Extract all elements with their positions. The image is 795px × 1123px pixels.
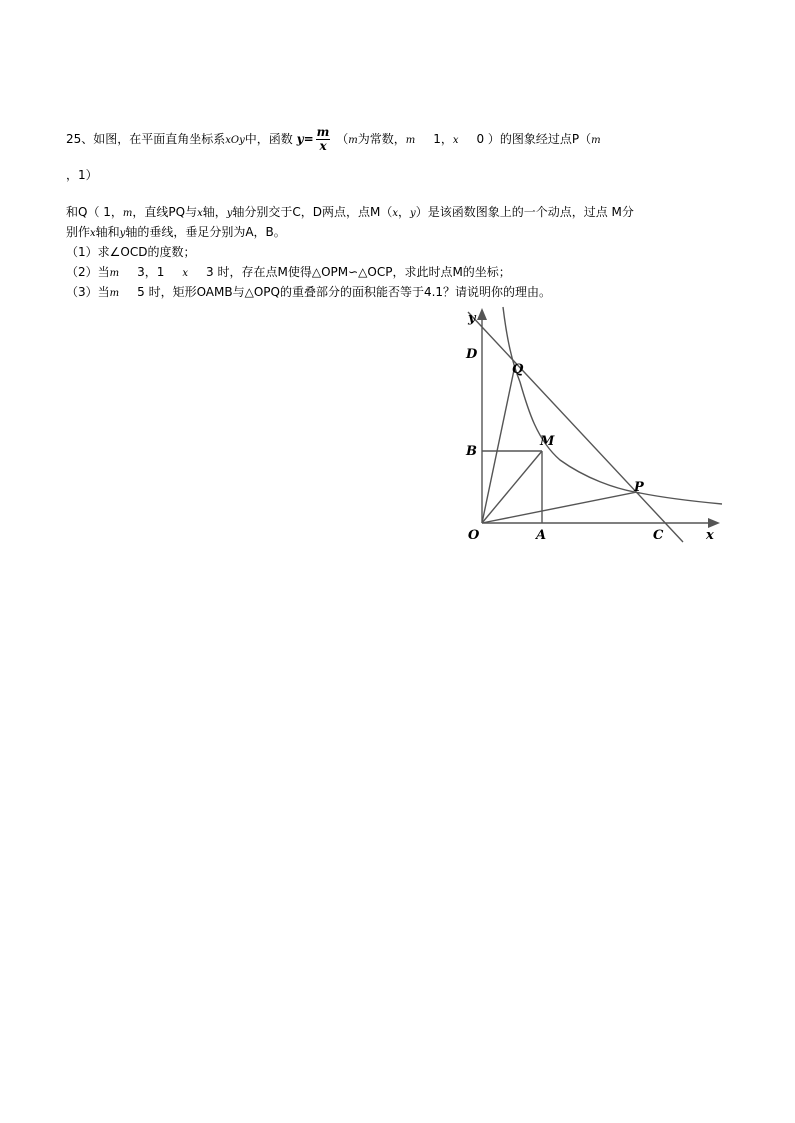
text: （ [336,132,349,146]
function-fraction [316,126,331,153]
line-pq [468,312,683,542]
math-var: y [226,208,233,219]
math-var: m [591,135,601,146]
math-var: m [109,268,120,279]
math-op: = [303,132,314,146]
question-2 [66,264,511,282]
text: （2）当 [66,265,110,279]
label-A: A [536,528,547,543]
label-D: D [466,347,478,362]
math-var: x [197,208,203,219]
fraction-numerator: m [316,125,330,139]
label-Q: Q [512,362,524,377]
label-M: M [540,434,555,449]
math-var: m [109,288,120,299]
problem-line-1 [66,126,601,153]
x-axis-arrow-icon [708,518,720,528]
segment-op [482,492,637,523]
label-C: C [653,528,664,543]
question-3 [66,284,551,302]
text: 1， [433,132,453,146]
text: ）是该函数图象上的一个动点，过点 M分 [415,205,634,219]
text: ，直线PQ与 [132,205,198,219]
text: 25、如图，在平面直角坐标系 [66,132,226,146]
hyperbola-curve [503,307,722,504]
text: 轴分别交于C，D两点，点M（ [232,205,393,219]
problem-line-2: ，1） [66,168,98,182]
math-var: x [452,135,459,146]
math-var: x [90,228,96,239]
text: 中，函数 [244,132,293,146]
fraction-denominator: x [319,139,327,153]
text: 5 时，矩形OAMB与△OPQ的重叠部分的面积能否等于4.1？请说明你的理由。 [137,285,552,299]
label-y-axis: y [468,311,476,326]
text: 轴， [202,205,227,219]
text: 和Q（ 1， [66,205,123,219]
label-O: O [468,528,480,543]
geometry-figure [450,305,730,550]
text: 3，1 [137,265,165,279]
segment-oq [482,370,514,523]
text: 轴和 [95,225,120,239]
text: （3）当 [66,285,110,299]
math-var: m [405,135,416,146]
text: 别作 [66,225,91,239]
y-axis-arrow-icon [477,308,487,320]
math-var: x [182,268,189,279]
math-var: y [296,132,304,146]
text: 0 ）的图象经过点P（ [476,132,592,146]
label-B: B [466,444,477,459]
problem-line-3 [66,204,634,222]
label-x-axis: x [706,528,714,543]
question-1: （1）求∠OCD的度数； [66,245,196,259]
text: 为常数， [357,132,406,146]
text: 3 时，存在点M使得△OPM∽△OCP，求此时点M的坐标； [206,265,511,279]
math-var: m [348,135,358,146]
math-var: x [392,208,399,219]
math-var: y [119,228,126,239]
text: ， [398,205,411,219]
text: 轴的垂线，垂足分别为A，B。 [125,225,286,239]
problem-line-4 [66,224,286,242]
math-var: y [410,208,416,219]
math-var: xOy [225,135,245,146]
math-var: m [122,208,133,219]
label-P: P [634,480,644,495]
